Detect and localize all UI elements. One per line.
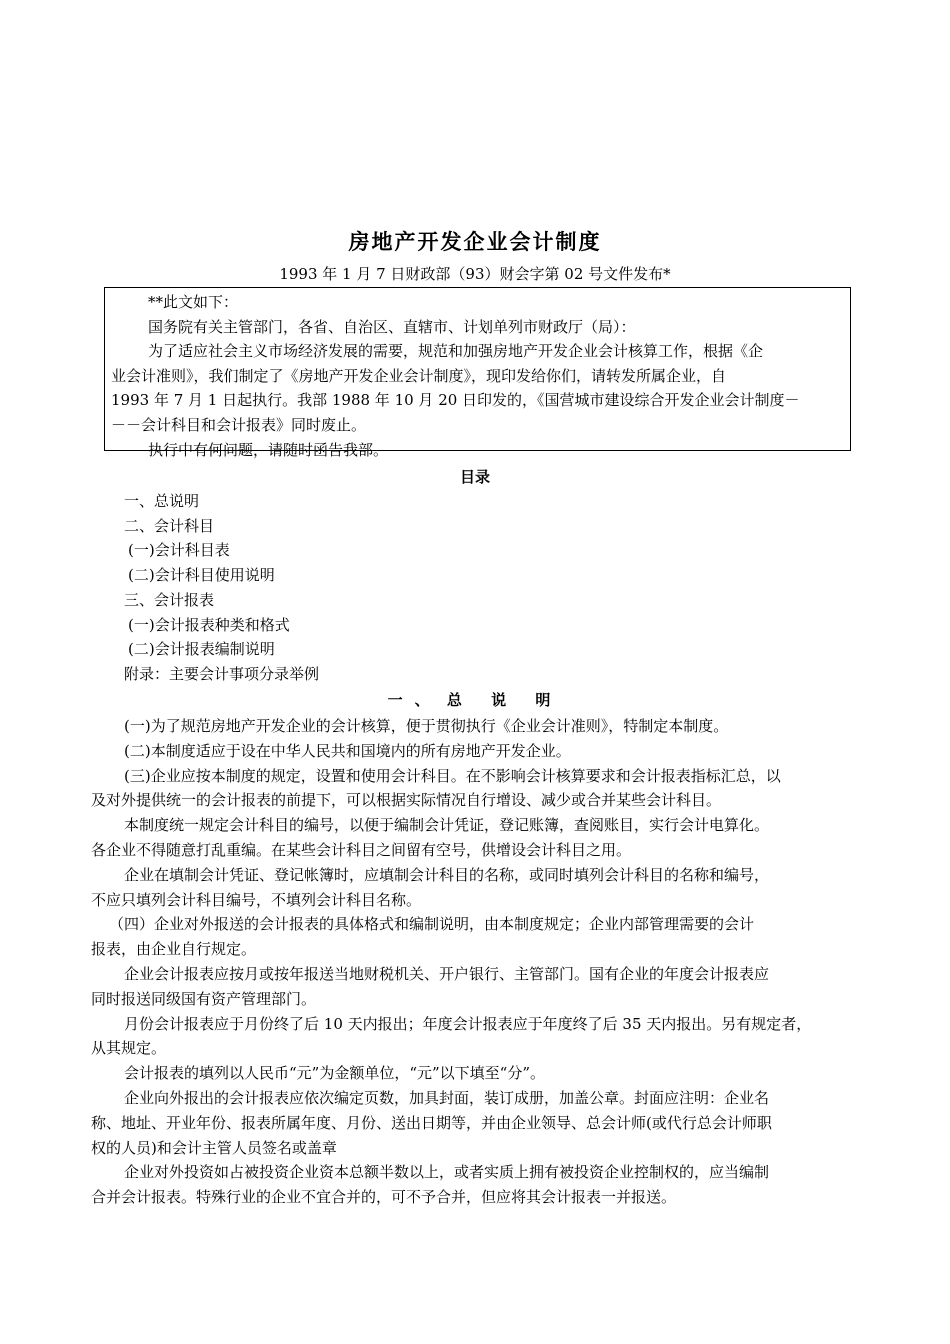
toc-item: 二、会计科目 xyxy=(124,516,215,535)
body-line: 不应只填列会计科目编号，不填列会计科目名称。 xyxy=(91,890,422,909)
body-line: 报表，由企业自行规定。 xyxy=(91,940,257,959)
toc-item: 附录：主要会计事项分录举例 xyxy=(124,664,320,683)
body-line: 本制度统一规定会计科目的编号，以便于编制会计凭证，登记账簿，查阅账目，实行会计电算化。 xyxy=(124,816,770,835)
body-line: 企业会计报表应按月或按年报送当地财税机关、开户银行、主管部门。国有企业的年度会计报表应 xyxy=(124,964,770,983)
toc-item: (一)会计科目表 xyxy=(128,541,230,560)
body-line: 及对外提供统一的会计报表的前提下，可以根据实际情况自行增设、减少或合并某些会计科目。 xyxy=(91,791,722,810)
body-line: (三)企业应按本制度的规定，设置和使用会计科目。在不影响会计核算要求和会计报表指标汇总，以 xyxy=(124,766,781,785)
body-line: 从其规定。 xyxy=(91,1039,167,1058)
toc-item: 一、总说明 xyxy=(124,492,200,510)
notice-box xyxy=(104,287,851,459)
body-line: （四）企业对外报送的会计报表的具体格式和编制说明，由本制度规定；企业内部管理需要的会计 xyxy=(109,915,755,934)
toc-item: (一)会计报表种类和格式 xyxy=(128,615,290,634)
notice-line: 为了适应社会主义市场经济发展的需要，规范和加强房地产开发企业会计核算工作，根据《企 xyxy=(148,342,764,361)
notice-line: 1993 年 7 月 1 日起执行。我部 1988 年 10 月 20 日印发的，《国营城市建设综合开发企业会计制度－ xyxy=(111,391,800,410)
notice-line: 业会计准则》，我们制定了《房地产开发企业会计制度》，现印发给你们，请转发所属企业，自 xyxy=(111,366,727,385)
body-line: 企业向外报出的会计报表应依次编定页数，加具封面，装订成册，加盖公章。封面应注明：企业名 xyxy=(124,1088,770,1107)
section-heading xyxy=(0,689,950,710)
toc-item: 三、会计报表 xyxy=(124,590,215,609)
body-line: 同时报送同级国有资产管理部门。 xyxy=(91,989,317,1008)
notice-line: 国务院有关主管部门，各省、自治区、直辖市、计划单列市财政厅（局）： xyxy=(148,317,636,336)
toc-item: (二)会计报表编制说明 xyxy=(128,640,275,659)
notice-line: 执行中有何问题，请随时函告我部。 xyxy=(148,440,389,459)
body-line: 合并会计报表。特殊行业的企业不宜合并的，可不予合并，但应将其会计报表一并报送。 xyxy=(91,1188,677,1207)
toc-title: 目录 xyxy=(459,468,490,486)
document-subtitle: 1993 年 1 月 7 日财政部（93）财会字第 02 号文件发布* xyxy=(279,265,671,283)
section-body xyxy=(91,714,861,1210)
section-number: 一、 xyxy=(387,691,442,709)
body-line: (二)本制度适应于设在中华人民共和国境内的所有房地产开发企业。 xyxy=(124,741,571,760)
section-title: 总 说 明 xyxy=(446,691,563,709)
body-line: (一)为了规范房地产开发企业的会计核算，便于贯彻执行《企业会计准则》，特制定本制度。 xyxy=(124,717,729,735)
body-line: 企业在填制会计凭证、登记帐簿时，应填制会计科目的名称，或同时填列会计科目的名称和编号， xyxy=(124,865,770,884)
document-title: 房地产开发企业会计制度 xyxy=(348,230,602,254)
body-line: 月份会计报表应于月份终了后 10 天内报出；年度会计报表应于年度终了后 35 天内报出。另有规定者， xyxy=(124,1014,812,1033)
body-line: 各企业不得随意打乱重编。在某些会计科目之间留有空号，供增设会计科目之用。 xyxy=(91,840,632,859)
toc-item: (二)会计科目使用说明 xyxy=(128,566,275,585)
notice-line: **此文如下： xyxy=(148,293,239,311)
body-line: 会计报表的填列以人民币“元”为金额单位，“元”以下填至“分”。 xyxy=(124,1064,546,1083)
body-line: 权的人员)和会计主管人员签名或盖章 xyxy=(91,1138,337,1157)
notice-line: －－会计科目和会计报表》同时废止。 xyxy=(111,415,367,434)
table-of-contents xyxy=(124,489,319,687)
body-line: 企业对外投资如占被投资企业资本总额半数以上，或者实质上拥有被投资企业控制权的，应当编制 xyxy=(124,1163,770,1182)
body-line: 称、地址、开业年份、报表所属年度、月份、送出日期等，并由企业领导、总会计师(或代行总会计师职 xyxy=(91,1113,772,1132)
